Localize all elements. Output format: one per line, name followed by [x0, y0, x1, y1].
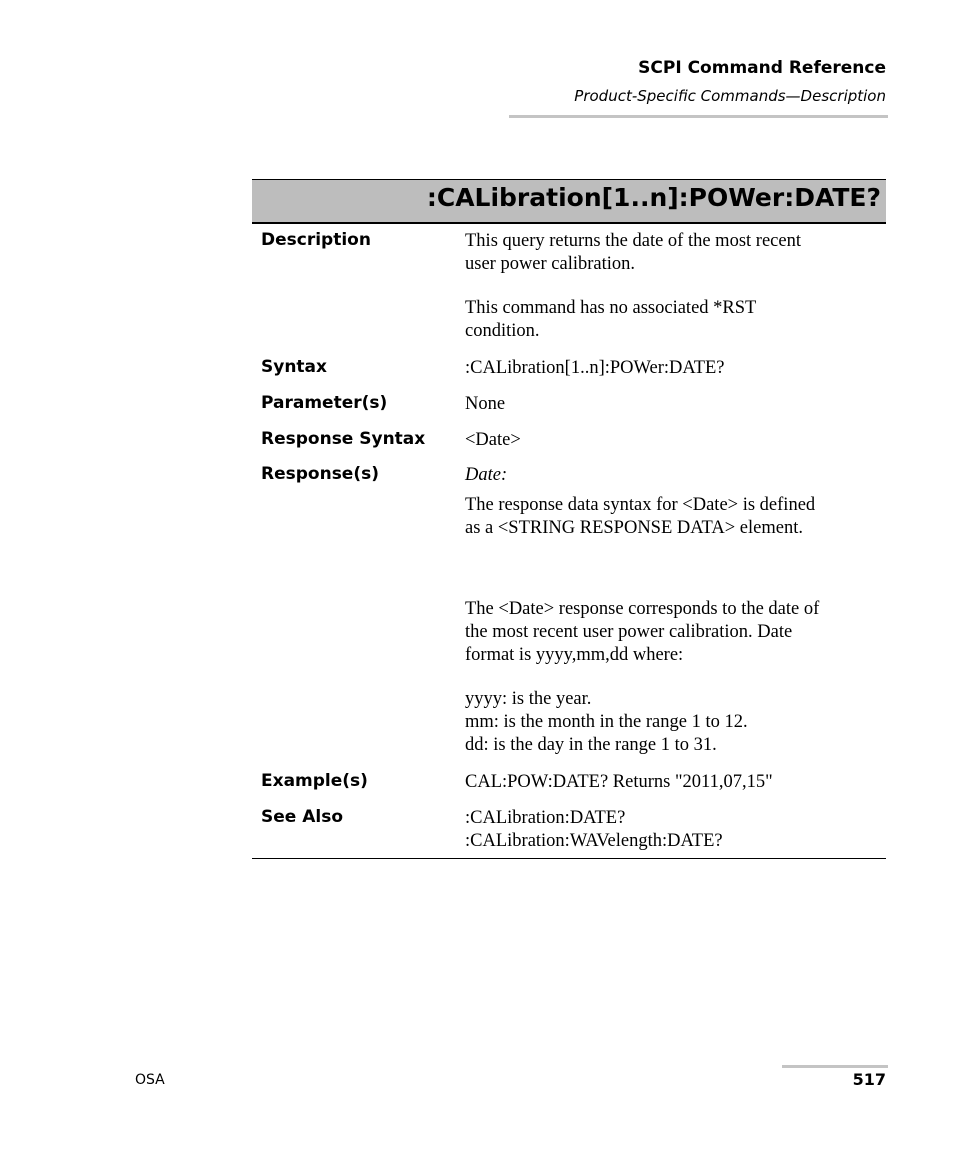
examples-content — [465, 771, 885, 794]
responses-line: The <Date> response corresponds to the date of — [465, 599, 820, 619]
running-header-subtitle: Product-Specific Commands—Description — [574, 87, 886, 105]
see-also-content — [465, 807, 885, 853]
footer-product: OSA — [135, 1072, 165, 1088]
footer-rule — [782, 1065, 888, 1068]
description-label: Description — [261, 230, 371, 250]
description-content — [465, 230, 885, 343]
syntax-value: :CALibration[1..n]:POWer:DATE? — [465, 358, 725, 378]
responses-line: The response data syntax for <Date> is defined — [465, 495, 816, 515]
responses-line: yyyy: is the year. — [465, 689, 592, 709]
examples-label: Example(s) — [261, 771, 368, 791]
running-header-title: SCPI Command Reference — [638, 58, 886, 78]
page-number: 517 — [852, 1070, 886, 1089]
command-title-bar — [252, 179, 886, 224]
parameters-content — [465, 393, 885, 416]
header-rule — [509, 115, 888, 118]
parameters-label: Parameter(s) — [261, 393, 388, 413]
see-also-label: See Also — [261, 807, 344, 827]
description-line: condition. — [465, 321, 540, 341]
response-syntax-value: <Date> — [465, 430, 521, 450]
see-also-link[interactable]: :CALibration:WAVelength:DATE? — [465, 831, 723, 851]
response-syntax-label: Response Syntax — [261, 429, 426, 449]
see-also-link[interactable]: :CALibration:DATE? — [465, 808, 626, 828]
command-title: :CALibration[1..n]:POWer:DATE? — [426, 183, 881, 212]
response-syntax-content — [465, 429, 885, 452]
responses-label: Response(s) — [261, 464, 379, 484]
examples-value: CAL:POW:DATE? Returns "2011,07,15" — [465, 772, 773, 792]
responses-content — [465, 464, 885, 757]
responses-line: the most recent user power calibration. Date — [465, 622, 793, 642]
table-bottom-rule — [252, 858, 886, 859]
parameters-value: None — [465, 394, 506, 414]
responses-line: format is yyyy,mm,dd where: — [465, 645, 684, 665]
description-line: This command has no associated *RST — [465, 298, 757, 318]
syntax-label: Syntax — [261, 357, 327, 377]
responses-line: mm: is the month in the range 1 to 12. — [465, 712, 748, 732]
description-line: This query returns the date of the most recent — [465, 231, 801, 251]
responses-line: dd: is the day in the range 1 to 31. — [465, 735, 717, 755]
responses-line: as a <STRING RESPONSE DATA> element. — [465, 518, 803, 538]
description-line: user power calibration. — [465, 254, 636, 274]
syntax-content — [465, 357, 885, 380]
responses-term: Date: — [465, 465, 508, 485]
